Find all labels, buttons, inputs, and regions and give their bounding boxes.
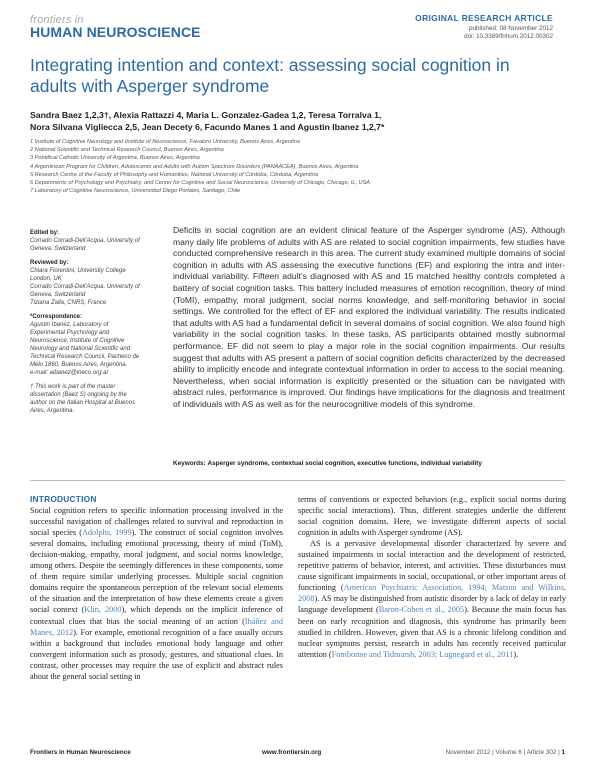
author-list xyxy=(30,110,530,133)
citation-link[interactable]: American Psychiatric Association, 1994; Matson and Wilkins, 2008 xyxy=(298,583,566,604)
doi-link[interactable]: doi: 10.3389/fnhum.2012.00302 xyxy=(464,33,553,40)
author-note: † This work is part of the master dissertation (Baez S) ongoing by the author on the Italian Hospital at Buenos Aires, Argentina. xyxy=(30,384,136,414)
keywords-text: Asperger syndrome, contextual social cognition, executive functions, individual variability xyxy=(207,460,482,467)
page-number: 1 xyxy=(561,749,565,756)
reviewer: Tiziana Zalla, CNRS, France xyxy=(30,300,107,306)
affiliation: 1 Institute of Cognitive Neurology and Institute of Neuroscience, Favaloro University, Buenos Aires, Argentina xyxy=(30,139,300,145)
affiliations xyxy=(30,138,570,195)
text-run: Social cognition refers to specific information processing involved in the successful navigation of challenges related to survival and reproduction in social species ( xyxy=(30,506,283,538)
correspondence-email[interactable]: e-mail: aibanez@ineco.org.ar xyxy=(30,370,109,376)
citation-link[interactable]: Ibáñez and Manes, 2012 xyxy=(30,616,283,637)
text-run: ). AS may be distinguished from autistic disorder by a lack of delay in early language development ( xyxy=(298,594,566,615)
abstract: Deficits in social cognition are an evident clinical feature of the Asperger syndrome (AS). Although many daily life problems of adults with AS are related to social cognition impairments, few studies have conducted comprehensive research in this area. The current study examined multiple domains of social cognition in adults with AS assessing the executive functions (EF) and exploring the intra and inter-individual variability. Fifteen adult's diagnosed with AS and 15 matched healthy controls completed a battery of social cognition tasks. This battery included measures of emotion recognition, theory of mind (ToMI), empathy, moral judgment, social norms knowledge, and self-monitoring behavior in social settings. We controlled for the effect of EF and explored the individual variability. The results indicated that adults with AS had a fundamental deficit in several domains of social cognition. We also found high variability in the social cognition tasks. In these tasks, AS participants obtained mostly subnormal performance. EF did not seem to play a major role in the social cognition impairments. Our results suggest that adults with AS present a pattern of social cognition deficits characterized by the decreased ability to implicitly encode and integrate contextual information in order to access to the social meaning. Nevertheless, when social information is explicitly presented or the situation can be navigated with abstract rules, performance is improved. Our findings have implications for the diagnosis and treatment of individuals with AS as well as for the neurocognitive models of this syndrome. xyxy=(173,225,565,409)
text-run: ). Because the main focus has been on early recognition and diagnosis, this syndrome has primarily been studied in children. However, given that AS is a chronic lifelong condition and nuclear symptoms persist, research in adults has recently received particular attention ( xyxy=(298,605,566,659)
reviewer: Chiara Fiorentini, University College London, UK xyxy=(30,268,126,282)
body-column-right xyxy=(298,494,566,660)
author-line-2[interactable]: Nora Silvana Vigliecca 2,5, Jean Decety 6, Facundo Manes 1 and Agustin Ibanez 1,2,7* xyxy=(30,121,385,132)
text-run: ). For example, emotional recognition of a face usually occurs within a background that includes emotional body language and other convergent information such as prosody, gestures, and situational clues. In contrast, other processes may require the use of explicit and abstract rules about the general social setting in xyxy=(30,627,283,681)
affiliation: 5 Research Centre of the Faculty of Philosophy and Humanities, National University of Córdoba, Córdoba, Argentina xyxy=(30,171,319,178)
text-run: ). xyxy=(513,649,519,659)
published-date: published: 08 November 2012 xyxy=(468,25,553,32)
section-divider xyxy=(30,480,565,481)
citation-link[interactable]: Adolphs, 1999 xyxy=(81,528,132,538)
citation-link[interactable]: Fombonne and Tidmarsh, 2003; Lugnegard et al., 2011 xyxy=(331,649,514,659)
affiliation: 3 Pontifical Catholic University of Argentina, Buenos Aires, Argentina xyxy=(30,155,200,162)
correspondence-address: Agustin Ibanez, Laboratory of Experimental Psychology and Neuroscience, Institute of Cognitive Neurology and National Scientific and Technical Research Council, Pacheco de Melo 1860, Buenos Aires, Argentina. xyxy=(30,322,140,368)
introduction-heading: INTRODUCTION xyxy=(30,494,97,504)
journal-logo-top: frontiers in xyxy=(30,14,84,26)
author-line-1[interactable]: Sandra Baez 1,2,3†, Alexia Rattazzi 4, Maria L. Gonzalez-Gadea 1,2, Teresa Torralva 1, xyxy=(30,110,382,120)
text-run: ). The construct of social cognition involves several domains, including emotional processing, theory of mind (ToM), decision-making, empathy, moral judgment, and social norms knowledge, among others. Despite the seemingly differences in these components, some of them require similar underlying processes. Multiple social cognition domains require the spontaneous perception of the relevant social elements of the situation and the interpretation of how these elements create a given social context ( xyxy=(30,528,283,615)
keywords xyxy=(173,460,565,467)
edited-by: Corrado Corradi-Dell'Acqua, University of Geneva, Switzerland xyxy=(30,238,140,252)
footer-website-link[interactable]: www.frontiersin.org xyxy=(262,749,322,756)
affiliation: 7 Laboratory of Cognitive Neuroscience, Universidad Diego Portales, Santiago, Chile xyxy=(30,188,241,195)
text-run: ), which depends on the implicit inference of contextual clues that bias the social meaning of an action ( xyxy=(30,605,284,626)
footer-journal: Frontiers in Human Neuroscience xyxy=(30,749,131,756)
citation-link[interactable]: Klin, 2000 xyxy=(84,605,122,615)
reviewed-by-heading: Reviewed by: xyxy=(30,260,69,266)
correspondence-heading: *Correspondence: xyxy=(30,314,83,320)
article-type: ORIGINAL RESEARCH ARTICLE xyxy=(415,13,553,23)
footer-issue-info xyxy=(446,749,565,756)
affiliation: 2 National Scientific and Technical Research Council, Buenos Aires, Argentina xyxy=(30,147,224,154)
footer-issue: November 2012 | Volume 6 | Article 302 | xyxy=(445,749,560,756)
article-title: Integrating intention and context: assessing social cognition in adults with Asperger syndrome xyxy=(30,55,510,96)
text-run: AS is a pervasive developmental disorder characterized by severe and sustained impairments in social interaction and the development of restricted, repetitive patterns of behavior, interest, and activities. These disturbances must cause significant impairments in social, occupational, or other important areas of functioning ( xyxy=(298,539,566,593)
intro-paragraph-1-cont: terms of conventions or expected behaviors (e.g., explicit social norms during specific social interactions). Thus, different strategies underlie the different social cognition domains. Here, we investigate different aspects of social cognition in adults with Asperger syndrome (AS). xyxy=(298,495,566,538)
keywords-label: Keywords: xyxy=(173,460,206,467)
citation-link[interactable]: Baron-Cohen et al., 2005 xyxy=(378,605,465,615)
affiliation: 6 Departments of Psychology and Psychiatry, and Center for Cognitive and Social Neuroscience, University of Chicago, Chicago, IL, USA xyxy=(30,180,371,187)
intro-paragraph-2 xyxy=(298,538,566,660)
body-column-left xyxy=(30,494,283,682)
intro-paragraph-1 xyxy=(30,505,283,682)
reviewer: Corrado Corradi-Dell'Acqua, University of Geneva, Switzerland xyxy=(30,284,140,298)
editorial-sidebar xyxy=(30,225,142,415)
journal-logo-bottom: HUMAN NEUROSCIENCE xyxy=(30,24,201,40)
edited-by-heading: Edited by: xyxy=(30,230,60,236)
affiliation: 4 Argentinean Program for Children, Adolescents and Adults with Autism Spectrum Disorders (PANAACEA), Buenos Aires, Argentina xyxy=(30,163,359,170)
